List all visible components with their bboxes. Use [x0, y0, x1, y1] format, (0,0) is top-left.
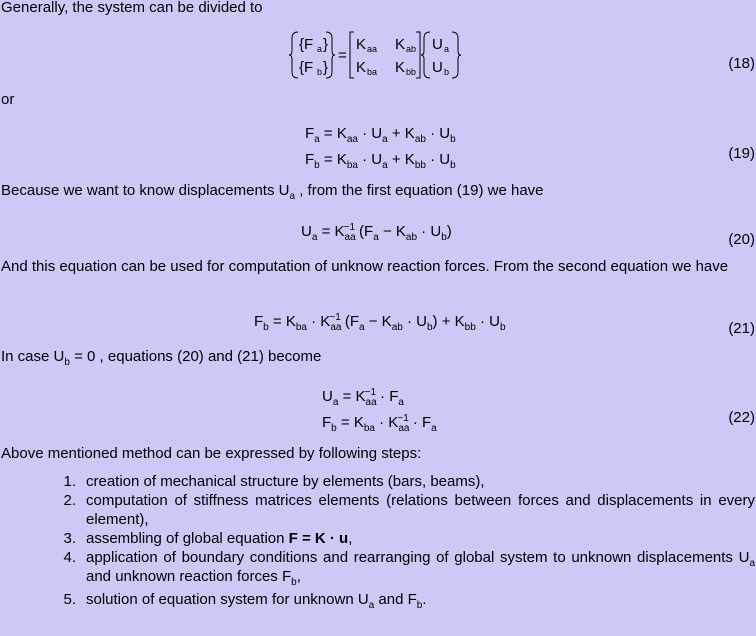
svg-text:ba: ba	[367, 67, 378, 77]
list-item-text-end: ,	[296, 568, 301, 585]
paragraph-reaction-forces: And this equation can be used for computation of unknow reaction forces. From the second equation we have	[1, 258, 729, 275]
equation-20: $U_a = K_{aa}^{-1}$ $(F_a - K_{ab} \cdot U_b)$	[301, 222, 452, 243]
paragraph-steps-intro: Above mentioned method can be expressed by following steps:	[1, 445, 422, 462]
svg-text:bb: bb	[406, 67, 417, 77]
paragraph-intro: Generally, the system can be divided to	[1, 0, 263, 16]
list-item-number: 2.	[63, 492, 76, 509]
subscript-b: b	[64, 357, 70, 368]
list-item	[60, 548, 755, 586]
equation-number-20: (20)	[728, 231, 755, 248]
list-item-text: application of boundary conditions and rearranging of global system to unknown displacements U	[86, 549, 750, 566]
svg-text:aa: aa	[367, 44, 378, 54]
subscript-a: a	[749, 558, 755, 569]
paragraph-case-text-end: = 0 , equations (20) and (21) become	[74, 348, 322, 365]
equation-19-line-2: $F_b = K_{ba} \cdot U_a + K_{bb} \cdot U_b$	[305, 151, 456, 171]
svg-text:a: a	[317, 44, 323, 54]
list-item	[60, 472, 755, 491]
svg-text:K: K	[395, 36, 406, 53]
svg-text:K: K	[356, 59, 367, 76]
paragraph-displacements-text: Because we want to know displacements U	[1, 182, 290, 199]
equation-21: $F_b = K_{ba} \cdot K_{aa}^{-1}$ $(F_a - K_{ab} \cdot U_b) + K_{bb} \cdot U_b$	[254, 312, 506, 333]
equation-18	[288, 30, 468, 80]
paragraph-case-text: In case U	[1, 348, 65, 365]
list-item-text: solution of equation system for unknown U	[86, 591, 369, 608]
paragraph-or: or	[1, 91, 15, 108]
list-item-number: 1.	[63, 473, 76, 490]
list-item	[60, 590, 755, 609]
svg-text:}: }	[323, 59, 329, 76]
paragraph-case-ub	[1, 347, 321, 366]
paragraph-displacements	[1, 181, 544, 200]
paragraph-displacements-text-end: , from the first equation (19) we have	[299, 182, 544, 199]
svg-text:U: U	[432, 59, 443, 76]
equation-number-19: (19)	[728, 145, 755, 162]
list-item-number: 5.	[63, 591, 76, 608]
svg-text:b: b	[444, 67, 450, 77]
list-item-text: creation of mechanical structure by elements (bars, beams),	[86, 473, 485, 490]
subscript-a: a	[289, 191, 296, 202]
list-item	[60, 491, 755, 529]
svg-text:=: =	[338, 47, 347, 64]
list-item	[60, 529, 755, 548]
global-equation: F = K · u	[288, 530, 349, 547]
svg-text:ab: ab	[406, 44, 417, 54]
subscript-b: b	[291, 577, 297, 588]
steps-list	[60, 472, 755, 609]
equation-number-18: (18)	[728, 55, 755, 72]
equation-number-21: (21)	[728, 320, 755, 337]
list-item-text-middle: and unknown reaction forces F	[86, 568, 292, 585]
equation-number-22: (22)	[728, 409, 755, 426]
svg-text:}: }	[323, 36, 329, 53]
list-item-number: 4.	[63, 549, 76, 566]
svg-text:K: K	[395, 59, 406, 76]
list-item-text-end: .	[422, 591, 427, 608]
svg-text:{F: {F	[299, 59, 314, 76]
svg-text:{F: {F	[299, 36, 314, 53]
svg-text:U: U	[432, 36, 443, 53]
svg-text:K: K	[356, 36, 367, 53]
equation-22-line-1: $U_a = K_{aa}^{-1} \cdot F_a$	[322, 387, 404, 408]
svg-text:a: a	[444, 44, 450, 54]
subscript-b: b	[416, 600, 423, 611]
subscript-a: a	[368, 600, 375, 611]
equation-22-line-2: $F_b = K_{ba} \cdot K_{aa}^{-1} \cdot F_a$	[322, 413, 437, 434]
list-item-text-end: ,	[348, 530, 353, 547]
list-item-text: computation of stiffness matrices elements (relations between forces and displacements in every element),	[86, 492, 755, 528]
list-item-text: assembling of global equation	[86, 530, 289, 547]
equation-19-line-1: $F_a = K_{aa} \cdot U_a + K_{ab} \cdot U_b$	[305, 125, 456, 145]
svg-text:b: b	[317, 67, 323, 77]
list-item-number: 3.	[63, 530, 76, 547]
list-item-text-middle: and F	[374, 591, 417, 608]
